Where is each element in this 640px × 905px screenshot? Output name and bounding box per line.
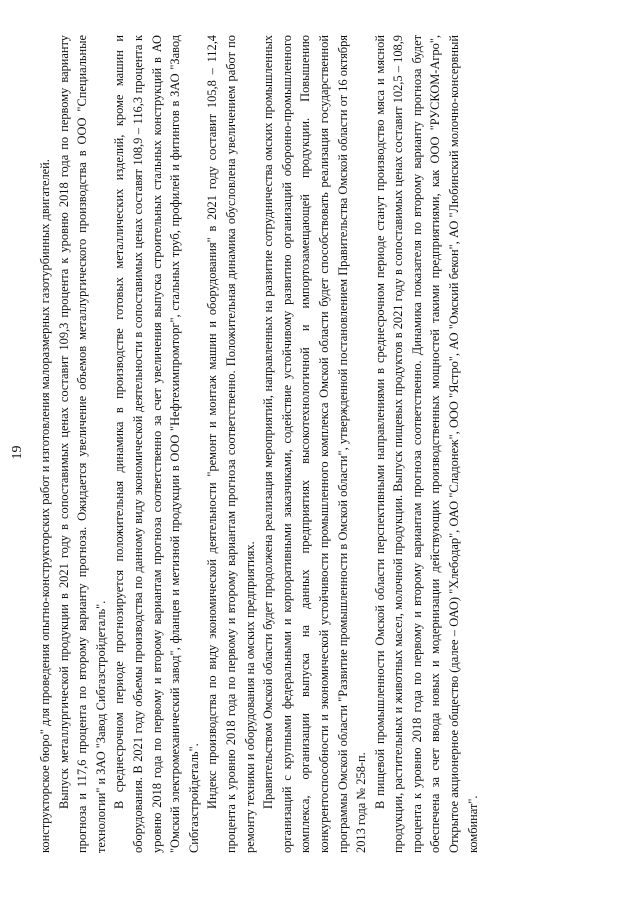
page-number: 19 [10, 445, 25, 460]
document-body [36, 35, 482, 853]
paragraph-metal-products: В среднесрочном периоде прогнозируется положительная динамика в производстве готовых металлических изделий, кроме машин и оборудования. В 2021 году объемы производства по данному виду экономической деятельности в сопоставимых ценах составят 108,9 – 116,3 процента к уровню 2018 года по первому и второму вариантам прогноза соответственно за счет увеличения выпуска строительных стальных конструкций в АО "Омский электромеханический завод", фланцев и метизной продукции в ООО "Нефтехимпромторг", стальных труб, профилей и фитингов в ЗАО "Завод Сибгазстройдеталь". [112, 35, 201, 853]
paragraph-food-industry: В пищевой промышленности Омской области перспективными направлениями в среднесрочном периоде станут производство мяса и мясной продукции, растительных и животных масел, молочной продукции. Выпуск пищевых продуктов в 2021 году в сопоставимых ценах составит 102,5 – 108,9 процента к уровню 2018 года по первому и второму вариантам прогноза соответственно. Динамика показателя по второму варианту прогноза будет обеспечена за счет ввода новых и модернизации действующих производственных мощностей такими предприятиями, как ООО "РУСКОМ-Агро", Открытое акционерное общество (далее – ОАО) "Хлебодар", ОАО "Сладонеж", ООО "Ястро", АО "Омский бекон", АО "Любинский молочно-консервный комбинат". [372, 35, 480, 853]
paragraph-government: Правительством Омской области будет продолжена реализация мероприятий, направленных на развитие сотрудничества омских промышленных организаций с крупными федеральными и корпоративными заказчиками, содействие устойчивому развитию организаций оборонно-промышленного комплекса, организации выпуска на данных предприятиях высокотехнологичной и импортозамещающей продукции. Повышению конкурентоспособности и экономической устойчивости промышленного комплекса Омской области будет способствовать реализация государственной программы Омской области "Развитие промышленности в Омской области", утвержденной постановлением Правительства Омской области от 16 октября 2013 года № 258-п. [261, 35, 369, 853]
paragraph-repair-index: Индекс производства по виду экономической деятельности "ремонт и монтаж машин и оборудования" в 2021 году составит 105,8 – 112,4 процента к уровню 2018 года по первому и второму вариантам прогноза соответственно. Положительная динамика обусловлена увеличением работ по ремонту техники и оборудования на омских предприятиях. [205, 35, 257, 853]
paragraph-continuation: конструкторское бюро" для проведения опытно-конструкторских работ и изготовления малоразмерных газотурбинных двигателей. [38, 159, 52, 853]
paragraph-metallurgy: Выпуск металлургической продукции в 2021 году в сопоставимых ценах составит 109,3 процента к уровню 2018 года по первому варианту прогноза и 117,6 процента по второму варианту прогноза. Ожидается увеличение объемов металлургического производства в ООО "Специальные технологии" и ЗАО "Завод Сибгазстройдеталь". [56, 35, 108, 853]
